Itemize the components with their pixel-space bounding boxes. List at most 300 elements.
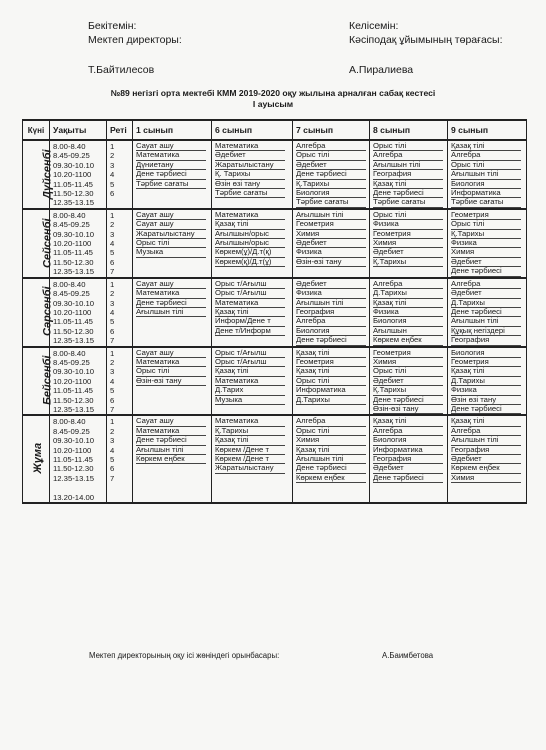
time-text: 8.00-8.40 bbox=[53, 210, 86, 220]
time-cell bbox=[50, 464, 107, 473]
grade-7-text: Алгебра bbox=[296, 317, 366, 326]
grade-9-cell bbox=[448, 267, 527, 277]
time-cell bbox=[50, 327, 107, 336]
grade-1-cell bbox=[133, 317, 212, 326]
grade-1-text: Математика bbox=[136, 289, 206, 298]
time-cell bbox=[50, 427, 107, 436]
grade-6-text: Орыс т/Ағылш bbox=[215, 349, 285, 358]
grade-7-text: Дене тәрбиесі bbox=[296, 170, 366, 179]
grade-1-text: Ағылшын тілі bbox=[136, 308, 206, 317]
grade-1-cell bbox=[133, 180, 212, 189]
lesson-number-text: 3 bbox=[110, 367, 115, 377]
grade-8-text: Дене тәрбиесі bbox=[373, 189, 443, 198]
grade-7-text: Орыс тілі bbox=[296, 427, 366, 436]
time-text: 11.05-11.45 bbox=[53, 455, 93, 464]
grade-1-text: Дене тәрбиесі bbox=[136, 436, 206, 445]
agree-label: Келісемін: bbox=[349, 20, 399, 32]
lesson-number-cell bbox=[107, 189, 133, 198]
grade-7-text: Физика bbox=[296, 289, 366, 298]
grade-1-text: Өзін-өзі тану bbox=[136, 377, 206, 386]
time-cell bbox=[50, 151, 107, 160]
grade-8-text: География bbox=[373, 455, 443, 464]
lesson-number-cell bbox=[107, 230, 133, 239]
grade-1-cell bbox=[133, 258, 212, 267]
time-cell bbox=[50, 386, 107, 395]
grade-7-text: Ағылшын тілі bbox=[296, 299, 366, 308]
grade-7-text: Қ.Тарихы bbox=[296, 180, 366, 189]
grade-8-cell bbox=[370, 405, 448, 415]
day-label: Жұма bbox=[32, 443, 45, 474]
grade-7-text: Химия bbox=[296, 230, 366, 239]
grade-9-text: Алгебра bbox=[451, 427, 521, 436]
time-cell bbox=[50, 415, 107, 426]
grade-8-text: Дене тәрбиесі bbox=[373, 474, 443, 483]
grade-7-text: Алгебра bbox=[296, 417, 366, 426]
time-text: 11.50-12.30 bbox=[53, 257, 94, 267]
grade-7-text: Ағылшын тілі bbox=[296, 455, 366, 464]
grade-8-text: Орыс тілі bbox=[373, 142, 443, 151]
grade-1-text: Орыс тілі bbox=[136, 239, 206, 248]
time-cell bbox=[50, 474, 107, 483]
time-cell bbox=[50, 189, 107, 198]
time-text: 10.20-1100 bbox=[53, 445, 92, 455]
grade-1-text: Музыка bbox=[136, 248, 206, 257]
time-cell bbox=[50, 180, 107, 189]
grade-8-cell bbox=[370, 474, 448, 483]
grade-9-text: Алгебра bbox=[451, 280, 521, 289]
grade-9-text: Дене тәрбиесі bbox=[451, 267, 521, 276]
grade-7-text: Ағылшын тілі bbox=[296, 211, 366, 220]
approve-label: Бекітемін: bbox=[88, 20, 137, 32]
time-cell bbox=[50, 347, 107, 358]
time-cell bbox=[50, 336, 107, 346]
grade-8-text: Биология bbox=[373, 317, 443, 326]
grade-6-cell bbox=[212, 327, 293, 336]
time-cell bbox=[50, 455, 107, 464]
time-text: 11.50-12.30 bbox=[53, 189, 94, 199]
grade-8-cell bbox=[370, 493, 448, 503]
grade-1-cell bbox=[133, 308, 212, 317]
time-cell bbox=[50, 209, 107, 220]
time-text: 8.45-09.25 bbox=[53, 426, 90, 436]
grade-1-text: Ағылшын тілі bbox=[136, 446, 206, 455]
grade-1-text: Орыс тілі bbox=[136, 367, 206, 376]
grade-9-text: Ағылшын тілі bbox=[451, 436, 521, 445]
lesson-number-cell bbox=[107, 140, 133, 151]
lesson-number-text: 7 bbox=[110, 336, 115, 346]
grade-9-text: Биология bbox=[451, 180, 521, 189]
grade-9-text: Биология bbox=[451, 349, 521, 358]
grade-8-text: Информатика bbox=[373, 446, 443, 455]
lesson-number-cell bbox=[107, 415, 133, 426]
lesson-number-cell bbox=[107, 317, 133, 326]
grade-6-text: Тәрбие сағаты bbox=[215, 189, 285, 198]
lesson-number-text: 4 bbox=[110, 376, 115, 386]
grade-1-text: Математика bbox=[136, 151, 206, 160]
lesson-number-text: 1 bbox=[110, 348, 115, 358]
grade-1-cell bbox=[133, 396, 212, 405]
lesson-number-text: 4 bbox=[110, 239, 115, 249]
lesson-number-text: 2 bbox=[110, 289, 115, 299]
grade-8-text: Ағылшын тілі bbox=[373, 161, 443, 170]
lesson-number-text: 5 bbox=[110, 455, 115, 464]
time-text: 11.05-11.45 bbox=[53, 248, 93, 258]
grade-9-text: Орыс тілі bbox=[451, 161, 521, 170]
grade-1-cell bbox=[133, 483, 212, 492]
header-row bbox=[23, 120, 527, 140]
schedule-row bbox=[23, 198, 527, 208]
grade-6-cell bbox=[212, 483, 293, 492]
lesson-number-text: 1 bbox=[110, 279, 115, 289]
schedule-row bbox=[23, 483, 527, 492]
grade-1-cell bbox=[133, 327, 212, 336]
grade-9-text: Орыс тілі bbox=[451, 220, 521, 229]
grade-7-text: Өзін-өзі тану bbox=[296, 258, 366, 267]
lesson-number-text: 2 bbox=[110, 151, 115, 161]
grade-9-text: Дене тәрбиесі bbox=[451, 405, 521, 414]
time-cell bbox=[50, 267, 107, 277]
time-cell bbox=[50, 278, 107, 289]
lesson-number-cell bbox=[107, 464, 133, 473]
grade-7-text: Орыс тілі bbox=[296, 151, 366, 160]
lesson-number-cell bbox=[107, 396, 133, 405]
time-cell bbox=[50, 317, 107, 326]
grade-8-text: Қазақ тілі bbox=[373, 299, 443, 308]
time-text: 09.30-10.10 bbox=[53, 367, 95, 377]
grade-8-text: Орыс тілі bbox=[373, 211, 443, 220]
lesson-number-text: 3 bbox=[110, 229, 115, 239]
column-header: Уақыты bbox=[50, 120, 107, 140]
lesson-number-text: 3 bbox=[110, 436, 115, 446]
grade-1-cell bbox=[133, 386, 212, 395]
time-cell bbox=[50, 198, 107, 208]
grade-8-text: Д.Тарихы bbox=[373, 289, 443, 298]
grade-8-cell bbox=[370, 267, 448, 277]
grade-1-text: Сауат ашу bbox=[136, 142, 206, 151]
lesson-number-cell bbox=[107, 248, 133, 257]
lesson-number-text: 5 bbox=[110, 179, 115, 189]
grade-9-text: Тәрбие сағаты bbox=[451, 198, 521, 207]
time-text: 11.50-12.30 bbox=[53, 326, 94, 336]
grade-1-text: Дене тәрбиесі bbox=[136, 299, 206, 308]
grade-9-text: Ағылшын тілі bbox=[451, 317, 521, 326]
grade-8-text: Әдебиет bbox=[373, 464, 443, 473]
column-header: Күні bbox=[23, 120, 50, 140]
time-text: 12.35-13.15 bbox=[53, 336, 95, 346]
grade-1-cell bbox=[133, 267, 212, 277]
grade-6-text: Математика bbox=[215, 299, 285, 308]
union-label: Кәсіподақ ұйымының төрағасы: bbox=[349, 34, 503, 46]
grade-7-text: География bbox=[296, 308, 366, 317]
time-cell bbox=[50, 436, 107, 445]
time-text: 8.45-09.25 bbox=[53, 220, 90, 230]
column-header: 8 сынып bbox=[370, 120, 448, 140]
grade-7-text: Биология bbox=[296, 327, 366, 336]
time-cell bbox=[50, 230, 107, 239]
grade-7-text: Қазақ тілі bbox=[296, 446, 366, 455]
time-text: 10.20-1100 bbox=[53, 170, 92, 180]
lesson-number-text: 1 bbox=[110, 142, 115, 151]
day-label: Сәрсенбі bbox=[41, 286, 54, 337]
grade-6-cell bbox=[212, 405, 293, 415]
grade-6-cell bbox=[212, 336, 293, 346]
grade-1-text: Дене тәрбиесі bbox=[136, 170, 206, 179]
lesson-number-text: 4 bbox=[110, 445, 115, 455]
grade-6-cell bbox=[212, 493, 293, 503]
grade-9-text: Химия bbox=[451, 474, 521, 483]
column-header: 6 сынып bbox=[212, 120, 293, 140]
grade-9-text: Физика bbox=[451, 386, 521, 395]
time-cell bbox=[50, 289, 107, 298]
lesson-number-text: 6 bbox=[110, 257, 115, 267]
time-cell bbox=[50, 377, 107, 386]
grade-7-cell bbox=[293, 396, 370, 405]
day-cell bbox=[23, 347, 54, 416]
grade-6-text: Әдебиет bbox=[215, 151, 285, 160]
grade-9-cell bbox=[448, 474, 527, 483]
grade-9-text: Геометрия bbox=[451, 211, 521, 220]
grade-8-text: Қ.Тарихы bbox=[373, 258, 443, 267]
grade-1-cell bbox=[133, 405, 212, 415]
grade-8-text: Ағылшын bbox=[373, 327, 443, 336]
time-cell bbox=[50, 239, 107, 248]
grade-8-text: Әдебиет bbox=[373, 377, 443, 386]
schedule-body bbox=[23, 140, 527, 503]
time-cell bbox=[50, 258, 107, 267]
lesson-number-cell bbox=[107, 198, 133, 208]
time-text: 8.45-09.25 bbox=[53, 357, 90, 367]
lesson-number-cell bbox=[107, 239, 133, 248]
lesson-number-cell bbox=[107, 299, 133, 308]
grade-1-cell bbox=[133, 198, 212, 208]
lesson-number-text: 5 bbox=[110, 386, 115, 396]
grade-9-cell bbox=[448, 198, 527, 208]
lesson-number-text: 7 bbox=[110, 404, 115, 414]
grade-9-text: Қазақ тілі bbox=[451, 417, 521, 426]
lesson-number-cell bbox=[107, 483, 133, 492]
lesson-number-text: 1 bbox=[110, 417, 115, 427]
time-text: 09.30-10.10 bbox=[53, 229, 95, 239]
grade-6-text: Математика bbox=[215, 142, 285, 151]
time-cell bbox=[50, 493, 107, 503]
grade-9-text: Геометрия bbox=[451, 358, 521, 367]
grade-8-text: Әдебиет bbox=[373, 248, 443, 257]
grade-6-text: Қ. Тарихы bbox=[215, 170, 285, 179]
lesson-number-cell bbox=[107, 367, 133, 376]
lesson-number-cell bbox=[107, 405, 133, 415]
time-cell bbox=[50, 308, 107, 317]
grade-9-text: Информатика bbox=[451, 189, 521, 198]
grade-1-text: Көркем еңбек bbox=[136, 455, 206, 464]
lesson-number-text: 6 bbox=[110, 326, 115, 336]
grade-8-text: Химия bbox=[373, 358, 443, 367]
day-label: Бейсенбі bbox=[41, 355, 54, 406]
grade-6-text: Математика bbox=[215, 211, 285, 220]
grade-9-text: Дене тәрбиесі bbox=[451, 308, 521, 317]
grade-7-cell bbox=[293, 258, 370, 267]
column-header: 7 сынып bbox=[293, 120, 370, 140]
time-text: 12.35-13.15 bbox=[53, 267, 95, 277]
grade-9-text: Әдебиет bbox=[451, 258, 521, 267]
time-text: 11.05-11.45 bbox=[53, 386, 93, 396]
grade-7-text: Физика bbox=[296, 248, 366, 257]
grade-8-cell bbox=[370, 336, 448, 346]
time-text: 13.20-14.00 bbox=[53, 492, 95, 502]
grade-6-text: Математика bbox=[215, 377, 285, 386]
time-text: 10.20-1100 bbox=[53, 376, 92, 386]
lesson-number-cell bbox=[107, 427, 133, 436]
grade-7-text: Информатика bbox=[296, 386, 366, 395]
grade-6-text: Орыс т/Ағылш bbox=[215, 358, 285, 367]
grade-9-text: Ағылшын тілі bbox=[451, 170, 521, 179]
grade-6-cell bbox=[212, 267, 293, 277]
grade-6-text: Орыс т/Ағылш bbox=[215, 280, 285, 289]
time-text: 8.45-09.25 bbox=[53, 289, 90, 299]
time-text: 10.20-1100 bbox=[53, 239, 92, 249]
grade-8-text: Қ.Тарихы bbox=[373, 386, 443, 395]
time-cell bbox=[50, 220, 107, 229]
grade-8-text: Алгебра bbox=[373, 427, 443, 436]
grade-8-text: Физика bbox=[373, 220, 443, 229]
grade-6-text: Д.Тарих bbox=[215, 386, 285, 395]
lesson-number-cell bbox=[107, 151, 133, 160]
lesson-number-cell bbox=[107, 220, 133, 229]
grade-8-text: Химия bbox=[373, 239, 443, 248]
lesson-number-text: 2 bbox=[110, 357, 115, 367]
grade-6-cell bbox=[212, 258, 293, 267]
lesson-number-cell bbox=[107, 446, 133, 455]
grade-8-cell bbox=[370, 258, 448, 267]
grade-6-cell bbox=[212, 198, 293, 208]
time-cell bbox=[50, 483, 107, 492]
day-cell bbox=[23, 278, 54, 347]
grade-7-text: Дене тәрбиесі bbox=[296, 464, 366, 473]
grade-9-text: Физика bbox=[451, 239, 521, 248]
deputy-label: Мектеп директорының оқу ісі жөніндегі орынбасары: bbox=[89, 651, 280, 660]
lesson-number-cell bbox=[107, 209, 133, 220]
grade-7-text: Қазақ тілі bbox=[296, 349, 366, 358]
time-text: 12.35-13.15 bbox=[53, 198, 95, 208]
grade-6-text: Көркем /Дене т bbox=[215, 455, 285, 464]
grade-8-text: Алгебра bbox=[373, 151, 443, 160]
grade-1-text: Сауат ашу bbox=[136, 211, 206, 220]
lesson-number-cell bbox=[107, 327, 133, 336]
lesson-number-cell bbox=[107, 436, 133, 445]
lesson-number-cell bbox=[107, 358, 133, 367]
lesson-number-text: 5 bbox=[110, 248, 115, 258]
grade-6-text: Қазақ тілі bbox=[215, 367, 285, 376]
lesson-number-cell bbox=[107, 377, 133, 386]
time-text: 11.05-11.45 bbox=[53, 317, 93, 327]
grade-6-text: Қазақ тілі bbox=[215, 436, 285, 445]
grade-9-text: Өзін өзі тану bbox=[451, 396, 521, 405]
day-cell bbox=[23, 140, 54, 209]
grade-7-cell bbox=[293, 267, 370, 277]
grade-8-text: Орыс тілі bbox=[373, 367, 443, 376]
union-name: А.Пиралиева bbox=[349, 64, 414, 76]
grade-7-text: Дене тәрбиесі bbox=[296, 336, 366, 345]
grade-9-cell bbox=[448, 493, 527, 503]
grade-8-text: Геометрия bbox=[373, 230, 443, 239]
grade-1-cell bbox=[133, 189, 212, 198]
grade-7-text: Биология bbox=[296, 189, 366, 198]
lesson-number-text: 3 bbox=[110, 298, 115, 308]
day-cell bbox=[23, 209, 54, 278]
grade-7-text: Химия bbox=[296, 436, 366, 445]
grade-1-text: Дүниетану bbox=[136, 161, 206, 170]
schedule-row bbox=[23, 474, 527, 483]
grade-6-text: Қазақ тілі bbox=[215, 220, 285, 229]
grade-9-text: Әдебиет bbox=[451, 289, 521, 298]
grade-6-text: Ағылшын/орыс bbox=[215, 239, 285, 248]
grade-9-text: Әдебиет bbox=[451, 455, 521, 464]
grade-9-text: Құқық негіздері bbox=[451, 327, 521, 336]
grade-9-text: Көркем еңбек bbox=[451, 464, 521, 473]
grade-7-text: Д.Тарихы bbox=[296, 396, 366, 405]
lesson-number-text: 4 bbox=[110, 170, 115, 180]
lesson-number-cell bbox=[107, 278, 133, 289]
time-text: 11.05-11.45 bbox=[53, 179, 93, 189]
deputy-name: А.Баимбетова bbox=[382, 651, 434, 660]
grade-1-text: Математика bbox=[136, 427, 206, 436]
day-label: Сейсенбі bbox=[41, 218, 54, 268]
grade-1-text: Жаратылыстану bbox=[136, 230, 206, 239]
grade-7-text: Әдебиет bbox=[296, 161, 366, 170]
grade-6-text: Қазақ тілі bbox=[215, 308, 285, 317]
lesson-number-cell bbox=[107, 493, 133, 503]
grade-1-cell bbox=[133, 455, 212, 464]
grade-1-cell bbox=[133, 464, 212, 473]
grade-6-cell bbox=[212, 474, 293, 483]
time-text: 09.30-10.10 bbox=[53, 436, 95, 446]
time-text: 09.30-10.10 bbox=[53, 298, 95, 308]
grade-7-text: Қазақ тілі bbox=[296, 367, 366, 376]
lesson-number-cell bbox=[107, 267, 133, 277]
grade-1-text: Математика bbox=[136, 358, 206, 367]
lesson-number-cell bbox=[107, 161, 133, 170]
lesson-number-text: 2 bbox=[110, 426, 115, 436]
grade-7-cell bbox=[293, 198, 370, 208]
lesson-number-text: 3 bbox=[110, 160, 115, 170]
grade-8-text: Қазақ тілі bbox=[373, 417, 443, 426]
director-name: Т.Байтилесов bbox=[88, 64, 155, 76]
grade-6-text: Көркем(қ)/Д.т(ұ) bbox=[215, 258, 285, 267]
grade-6-text: Музыка bbox=[215, 396, 285, 405]
time-cell bbox=[50, 405, 107, 415]
lesson-number-cell bbox=[107, 289, 133, 298]
time-text: 12.35-13.15 bbox=[53, 404, 95, 414]
grade-8-text: География bbox=[373, 170, 443, 179]
grade-8-text: Физика bbox=[373, 308, 443, 317]
time-cell bbox=[50, 367, 107, 376]
grade-7-cell bbox=[293, 493, 370, 503]
lesson-number-cell bbox=[107, 336, 133, 346]
grade-7-cell bbox=[293, 336, 370, 346]
schedule-row bbox=[23, 336, 527, 346]
grade-6-text: Информ/Дене т bbox=[215, 317, 285, 326]
schedule-row bbox=[23, 405, 527, 415]
lesson-number-cell bbox=[107, 386, 133, 395]
lesson-number-text: 4 bbox=[110, 307, 115, 317]
grade-8-text: Биология bbox=[373, 436, 443, 445]
grade-7-cell bbox=[293, 405, 370, 415]
grade-6-cell bbox=[212, 189, 293, 198]
grade-1-text: Сауат ашу bbox=[136, 349, 206, 358]
lesson-number-cell bbox=[107, 180, 133, 189]
column-header: Реті bbox=[107, 120, 133, 140]
lesson-number-text: 6 bbox=[110, 189, 115, 199]
grade-1-cell bbox=[133, 377, 212, 386]
